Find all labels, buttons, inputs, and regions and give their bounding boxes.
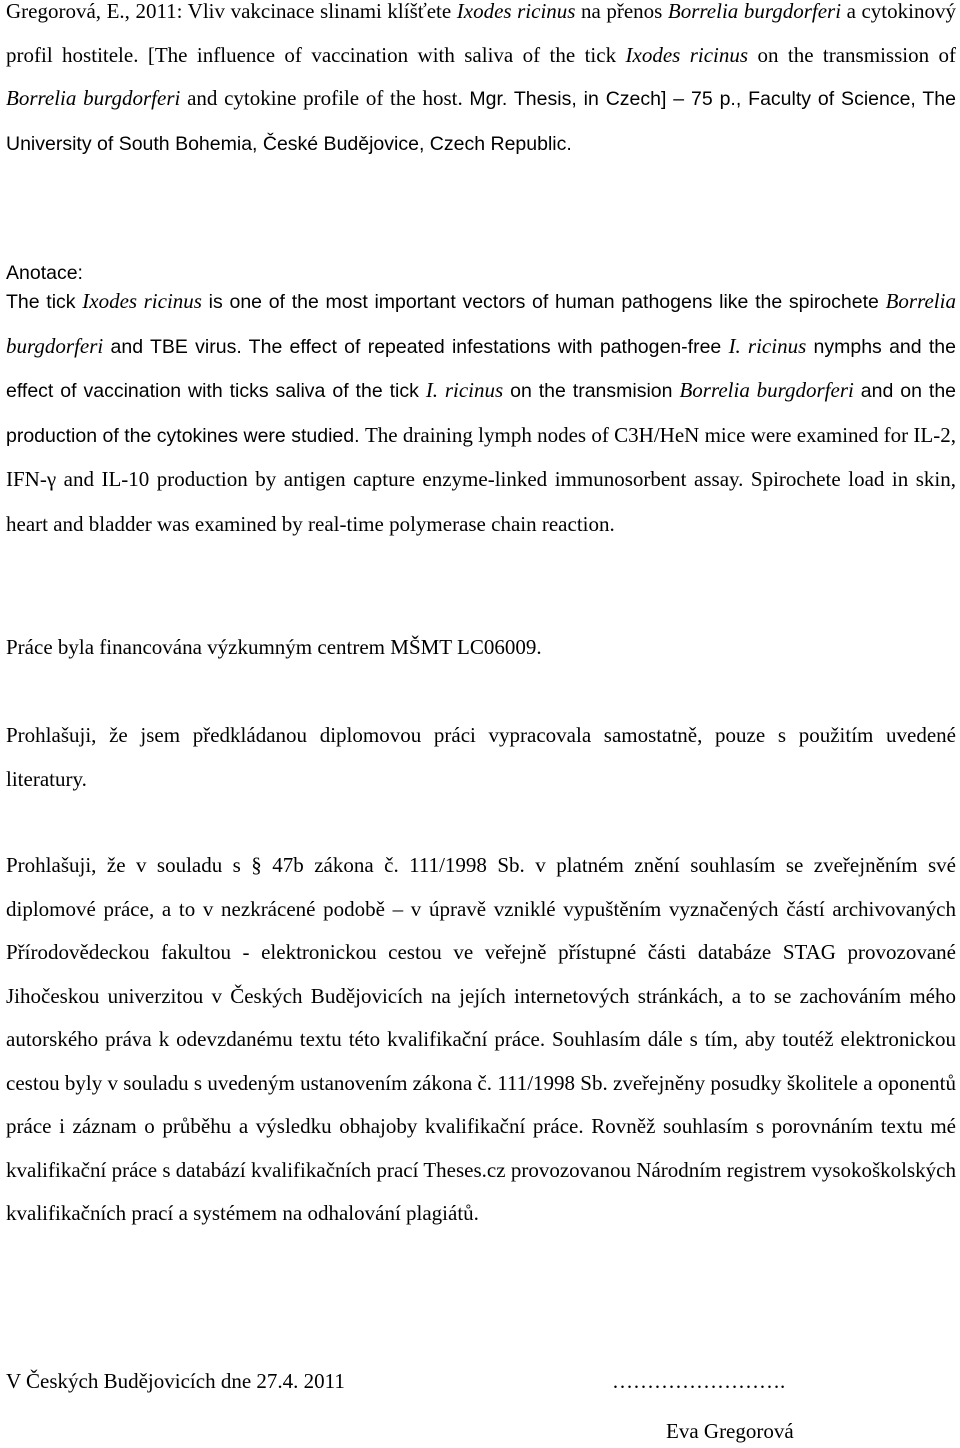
abstract-methods: The draining lymph nodes of C3H/HeN mice were examined for IL-2, IFN-γ and IL-10 production by antigen capture enzyme-linked immunosorbent assay. Spirochete load in skin, heart and bladder was examined by real-time polymerase chain reaction. (6, 422, 956, 536)
abstract-text: and TBE virus. The effect of repeated infestations with pathogen-free (103, 335, 729, 358)
abstract-label: Anotace: (6, 262, 83, 284)
author-name: Eva Gregorová (666, 1419, 794, 1443)
abstract-species: Borrelia burgdorferi (6, 289, 956, 358)
funding-statement: Práce byla financována výzkumným centrem MŠMT LC06009. (6, 635, 542, 659)
abstract-text: on the transmision (503, 380, 680, 402)
declaration-publication: Prohlašuji, že v souladu s § 47b zákona č. 111/1998 Sb. v platném znění souhlasím se zveřejněním své diplomové práce, a to v nezkrácené podobě – v úpravě vzniklé vypuštěním vyznačených částí archivovaných Přírodovědeckou fakultou - elektronickou cestou ve veřejně přístupné části databáze STAG provozované Jihočeskou univerzitou v Českých Budějovicích na jejích internetových stránkách, a to se zachováním mého autorského práva k odevzdanému textu této kvalifikační práce. Souhlasím dále s tím, aby toutéž elektronickou cestou byly v souladu s uvedeným ustanovením zákona č. 111/1998 Sb. zveřejněny posudky školitele a oponentů práce i záznam o průběhu a výsledku obhajoby kvalifikační práce. Rovněž souhlasím s porovnáním textu mé kvalifikační práce s databází kvalifikačních prací Theses.cz provozovanou Národním registrem vysokoškolských kvalifikačních prací a systémem na odhalování plagiátů. (6, 853, 956, 1225)
place-date: V Českých Budějovicích dne 27.4. 2011 (6, 1369, 345, 1393)
abstract (6, 280, 956, 547)
abstract-species: Borrelia burgdorferi (679, 378, 854, 402)
declaration-authorship: Prohlašuji, že jsem předkládanou diplomovou práci vypracovala samostatně, pouze s použitím uvedené literatury. (6, 723, 956, 791)
abstract-text: and on the production of the cytokines were studied. (6, 380, 957, 447)
citation-text: Gregorová, E., 2011: Vliv vakcinace slinami klíšťete (6, 0, 457, 23)
citation-text: and cytokine profile of the host. (180, 86, 470, 110)
citation-text: on the transmission of (748, 42, 956, 67)
citation-species: Ixodes ricinus (625, 42, 749, 67)
signature-line: ……………………. (612, 1369, 786, 1393)
abstract-text: is one of the most important vectors of human pathogens like the spirochete (201, 291, 886, 313)
citation-species: Ixodes ricinus (456, 0, 576, 23)
citation-text: na přenos (575, 0, 668, 23)
abstract-species: I. ricinus (425, 378, 504, 402)
abstract-species: Ixodes ricinus (82, 289, 202, 313)
citation (6, 0, 956, 166)
citation-species: Borrelia burgdorferi (667, 0, 842, 23)
citation-details: Mgr. Thesis, in Czech] – 75 p., Faculty of Science, The University of South Bohemia, České Budějovice, Czech Republic. (6, 88, 956, 155)
abstract-species: I. ricinus (728, 333, 807, 358)
abstract-text: The tick (6, 291, 83, 313)
citation-text: a cytokinový profil hostitele. [The influence of vaccination with saliva of the tick (6, 0, 956, 67)
citation-species: Borrelia burgdorferi (6, 86, 181, 110)
abstract-text: nymphs and the effect of vaccination with ticks saliva of the tick (6, 335, 956, 402)
